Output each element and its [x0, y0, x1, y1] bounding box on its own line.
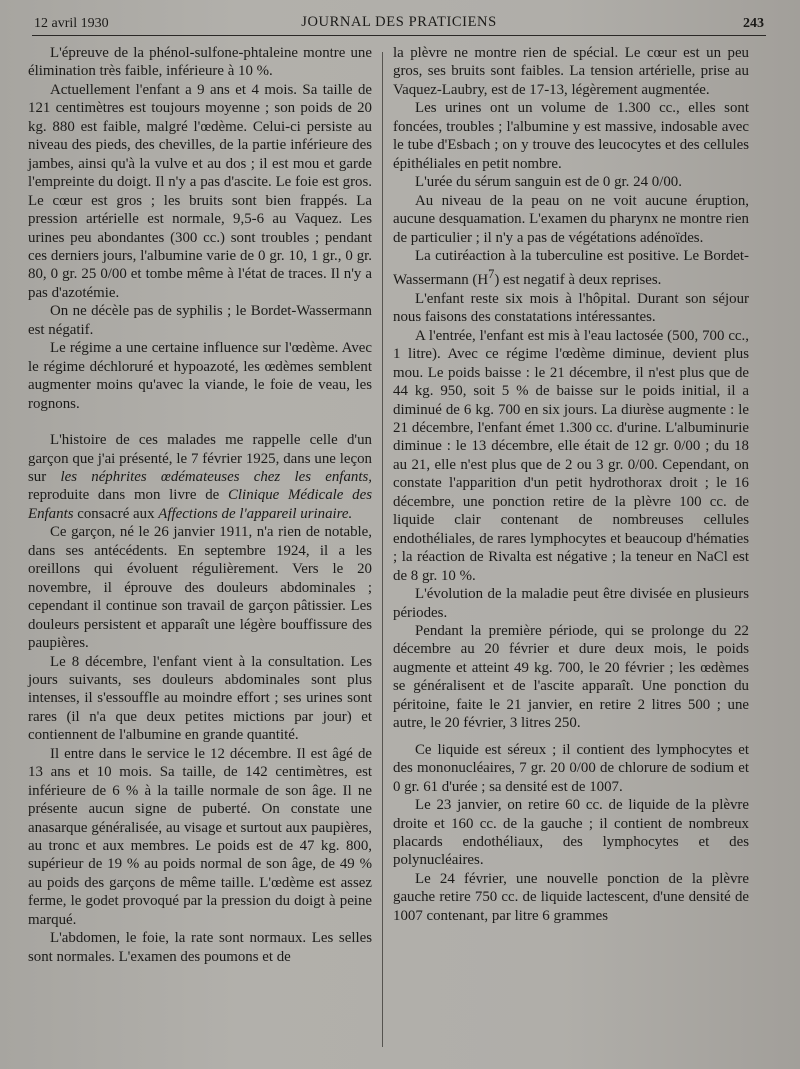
- paragraph-gap: [393, 733, 749, 741]
- running-header: [34, 14, 764, 36]
- paragraph: [28, 431, 372, 523]
- paragraph: Le régime a une certaine influence sur l'œdème. Avec le régime déchloruré et hypoazoté, les œdèmes semblent augmenter moins qu'avec la viande, le foie de veau, les rognons.: [28, 340, 372, 412]
- paragraph: Le 24 février, une nouvelle ponction de la plèvre gauche retire 750 cc. de liquide lactescent, d'une densité de 1007 contenant, par litre 6 grammes: [393, 870, 749, 924]
- paragraph: Les urines ont un volume de 1.300 cc., elles sont foncées, troubles ; l'albumine y est massive, indosable avec le tube d'Esbach ; on y trouve des leucocytes et des cellules épithéliales en petit nombre.: [393, 100, 749, 172]
- italic-chapter-title: Affections de l'appareil urinaire.: [158, 505, 353, 522]
- column-divider: [382, 52, 383, 1047]
- paragraph: la plèvre ne montre rien de spécial. Le cœur est un peu gros, ses bruits sont faibles. La tension artérielle, prise au Vaquez-Laubry, est de 17-13, légèrement augmentée.: [393, 45, 749, 98]
- italic-book-title: Clinique Médicale des Enfants: [28, 487, 372, 522]
- paragraph: A l'entrée, l'enfant est mis à l'eau lactosée (500, 700 cc., 1 litre). Avec ce régime l'œdème diminue, devient plus mou. Le poids baisse : le 21 décembre, il n'est plus que de 44 kg. 950, soit 5 % de baisse sur le poids initial, il a diminué de 6 kg. 700 en six jours. La diurèse augmente : le 21 décembre, l'enfant émet 1.300 cc. d'urine. L'albuminurie diminue : le 13 décembre, elle était de 12 gr. 0/00 ; du 18 au 21, elle n'est plus que de 2 ou 3 gr. 0/00. Cependant, on constate l'apparition d'un petit hydrothorax droit ; le 16 décembre, une ponction retire de la plèvre 100 cc. de liquide clair contenant de nombreuses cellules endothéliales, de rares lymphocytes et beaucoup d'hématies ; la réaction de Rivalta est négative ; la teneur en NaCl est de 8 gr. 10 %.: [393, 327, 749, 584]
- header-rule: [32, 35, 766, 36]
- italic-title: les néphrites œdémateuses chez les enfants,: [60, 468, 372, 485]
- paragraph: Le 8 décembre, l'enfant vient à la consultation. Les jours suivants, ses douleurs abdominales sont plus intenses, il s'essouffle au moindre effort ; ses urines sont rares (il n'a que deux petites mictions par jour) et contiennent de l'albumine en grande quantité.: [28, 653, 372, 744]
- paragraph: [393, 247, 749, 290]
- journal-title: JOURNAL DES PRATICIENS: [301, 14, 497, 30]
- paragraph: Actuellement l'enfant a 9 ans et 4 mois. Sa taille de 121 centimètres est toujours moyenne ; son poids de 20 kg. 880 est faible, malgré l'œdème. Celui-ci persiste au niveau des pieds, des chevilles, de la partie inférieure des jambes, ainsi qu'à la vulve et au dos ; il est mou et garde l'empreinte du doigt. Il n'y a pas d'ascite. Le foie est gros. Le cœur est gros ; les bruits sont bien frappés. La pression artérielle est normale, 9,5-6 au Vaquez. Les urines peu abondantes (300 cc.) sont troubles ; pendant ces derniers jours, l'albumine varie de 0 gr. 10, 1 gr., 0 gr. 80, 0 gr. 25 0/00 et tombe même à l'état de traces. Il n'y a pas d'azotémie.: [28, 81, 372, 301]
- text-run: La cutiréaction à la tuberculine est positive. Le Bordet-Wassermann (H: [393, 247, 749, 289]
- paragraph: Pendant la première période, qui se prolonge du 22 décembre au 20 février et dure deux mois, le poids augmente et atteint 49 kg. 700, le 20 février ; les œdèmes se généralisent et de l'ascite apparaît. Une ponction du péritoine, faite le 21 janvier, en retire 2 litres 500 ; une autre, le 20 février, 3 litres 250.: [393, 623, 749, 732]
- text-run: ) est negatif à deux reprises.: [494, 272, 662, 289]
- right-column: [393, 44, 749, 925]
- paragraph: Il entre dans le service le 12 décembre. Il est âgé de 13 ans et 10 mois. Sa taille, de 142 centimètres, est inférieure de 6 % à la taille normale de son âge. Il ne présente aucun signe de puberté. On constate une anasarque généralisée, au visage et surtout aux paupières, au tronc et aux membres. Le poids est de 47 kg. 800, supérieur de 19 % au poids normal de son âge, de 49 % au poids des garçons de même taille. L'œdème est assez ferme, le godet provoqué par la pression du doigt à peine marqué.: [28, 745, 372, 928]
- paragraph: L'évolution de la maladie peut être divisée en plusieurs périodes.: [393, 586, 749, 621]
- paragraph: Le 23 janvier, on retire 60 cc. de liquide de la plèvre droite et 160 cc. de la gauche ; il contient de nombreux placards endothéliaux, des lymphocytes et des polynucléaires.: [393, 797, 749, 869]
- paragraph: L'abdomen, le foie, la rate sont normaux. Les selles sont normales. L'examen des poumons et de: [28, 930, 372, 965]
- page-number: 243: [743, 16, 764, 31]
- superscript: 7: [488, 267, 495, 282]
- text-run: reproduite dans mon livre de: [28, 487, 228, 504]
- left-column: [28, 44, 372, 966]
- paragraph: L'urée du sérum sanguin est de 0 gr. 24 0/00.: [415, 174, 682, 191]
- section-gap: [28, 413, 372, 431]
- paragraph: On ne décèle pas de syphilis ; le Bordet-Wassermann est négatif.: [28, 303, 372, 338]
- paragraph: L'épreuve de la phénol-sulfone-phtaleine montre une élimination très faible, inférieure à 10 %.: [28, 45, 372, 80]
- text-run: L'histoire de ces malades me rappelle celle d'un garçon que j'ai présenté, le 7 février 1925, dans une leçon sur: [28, 432, 372, 485]
- text-run: consacré aux: [73, 505, 159, 522]
- paragraph: Ce garçon, né le 26 janvier 1911, n'a rien de notable, dans ses antécédents. En septembre 1924, il a les oreillons qui évoluent régulièrement. Vers le 20 novembre, il éprouve des douleurs abdominales ; cependant il continue son travail de garçon pâtissier. Les douleurs persistent et apparaît une légère bouffissure des paupières.: [28, 524, 372, 652]
- paragraph: Ce liquide est séreux ; il contient des lymphocytes et des mononucléaires, 7 gr. 20 0/00 de chlorure de sodium et 0 gr. 61 d'urée ; sa densité est de 1007.: [393, 741, 749, 795]
- paragraph: Au niveau de la peau on ne voit aucune éruption, aucune desquamation. L'examen du pharynx ne montre rien de particulier ; il n'y a pas de végétations adénoïdes.: [393, 192, 749, 246]
- paragraph: L'enfant reste six mois à l'hôpital. Durant son séjour nous faisons des constatations intéressantes.: [393, 290, 749, 326]
- header-date: 12 avril 1930: [34, 16, 109, 31]
